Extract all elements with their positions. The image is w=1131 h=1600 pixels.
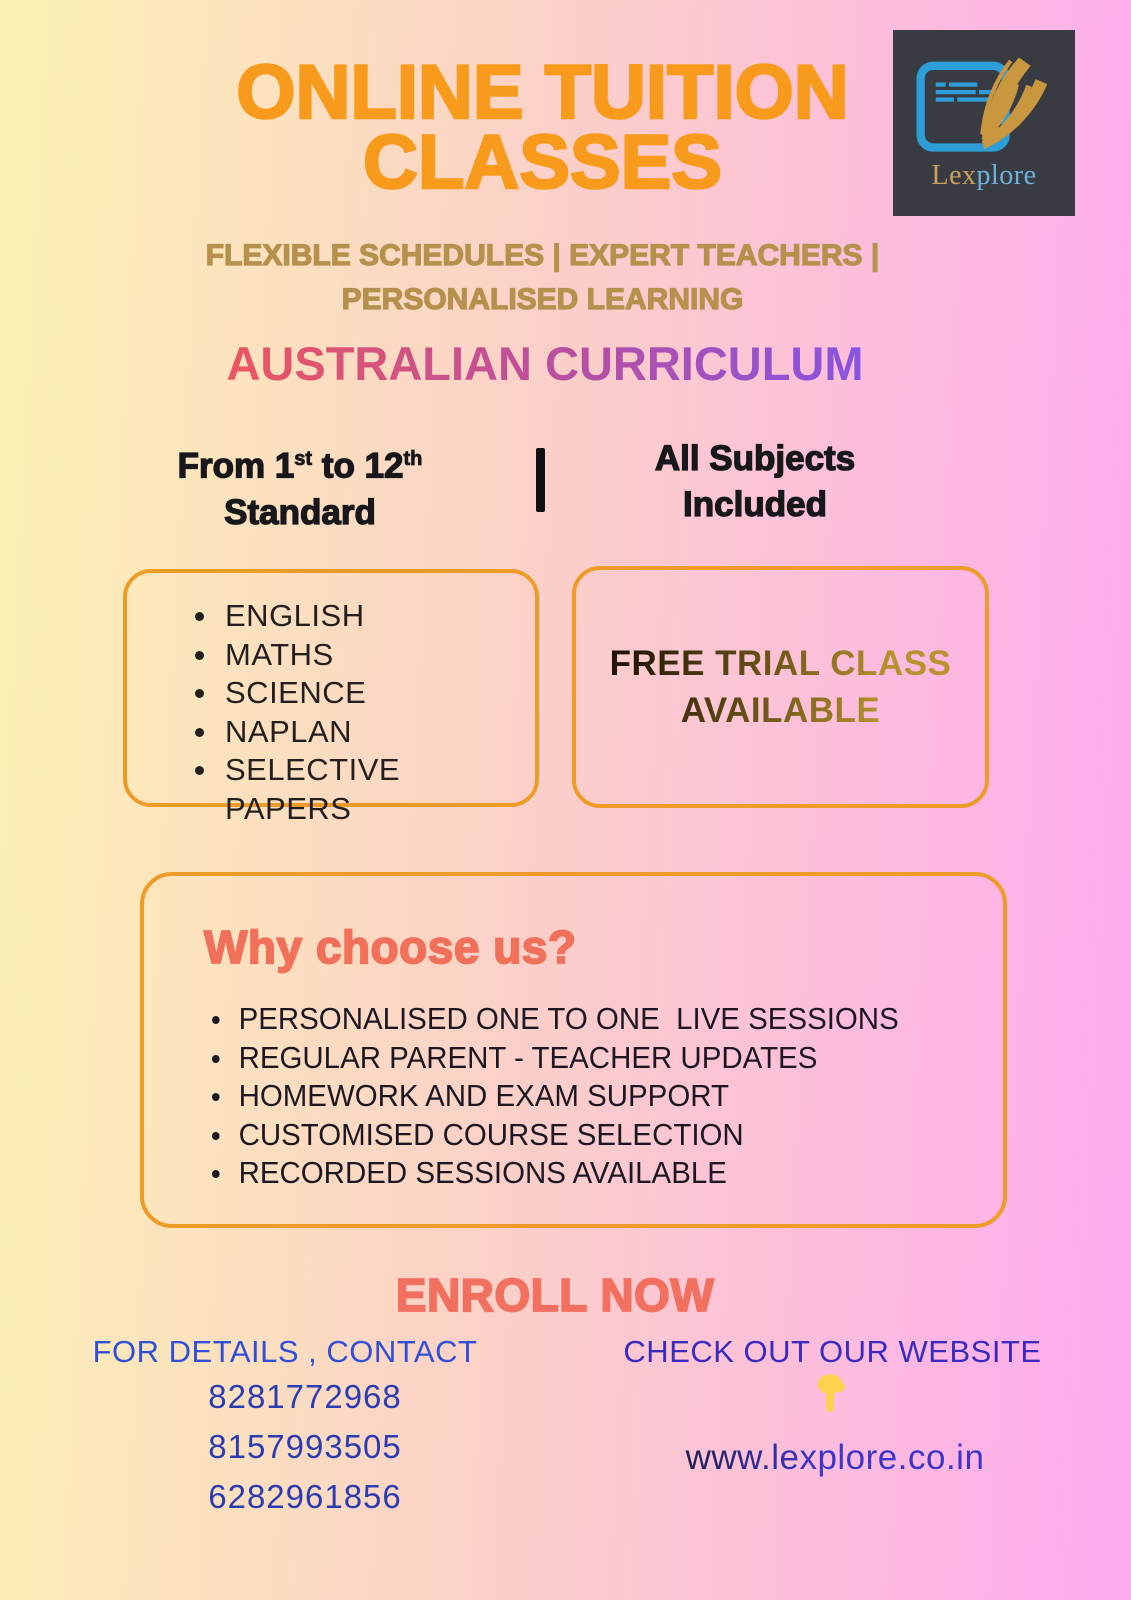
- list-item: HOMEWORK AND EXAM SUPPORT: [212, 1077, 963, 1116]
- why-choose-us-list: [212, 1000, 1003, 1193]
- phone-number: 6282961856: [208, 1478, 402, 1515]
- subtitle-line1: FLEXIBLE SCHEDULES | EXPERT TEACHERS |: [205, 239, 880, 272]
- vertical-divider: [536, 448, 545, 512]
- title-line2: CLASSES: [363, 120, 722, 205]
- subtitle-line2: PERSONALISED LEARNING: [341, 283, 744, 316]
- subjects-list: [193, 597, 535, 828]
- book-tablet-icon: [909, 44, 1059, 166]
- list-item: ENGLISH: [193, 597, 535, 636]
- grade-range-line2: Standard: [224, 492, 376, 532]
- logo-word-part2: plore: [976, 160, 1037, 191]
- grade-range-sup1: st: [294, 448, 313, 470]
- lexplore-logo: [893, 30, 1075, 216]
- free-trial-line1: FREE TRIAL CLASS: [609, 644, 952, 683]
- curriculum-heading: AUSTRALIAN CURRICULUM: [0, 336, 1090, 391]
- free-trial-text: [610, 640, 952, 734]
- subjects-included-line2: Included: [683, 485, 827, 524]
- list-item: REGULAR PARENT - TEACHER UPDATES: [212, 1039, 963, 1078]
- subjects-box: [123, 569, 539, 826]
- grade-range: [110, 436, 490, 536]
- phone-number: 8281772968: [208, 1378, 402, 1415]
- grade-range-text2: to 12: [312, 446, 404, 486]
- list-item: RECORDED SESSIONS AVAILABLE: [212, 1154, 963, 1193]
- list-item: SCIENCE: [193, 674, 535, 713]
- phone-numbers: [130, 1372, 480, 1522]
- enroll-now-heading: ENROLL NOW: [395, 1269, 715, 1321]
- subjects-included: [600, 436, 910, 528]
- website-label: CHECK OUT OUR WEBSITE: [623, 1334, 1042, 1369]
- why-choose-us-box: [140, 872, 1007, 1228]
- free-trial-box: [572, 566, 989, 808]
- subtitle: [170, 234, 915, 322]
- why-choose-us-heading: Why choose us?: [204, 921, 577, 973]
- grade-range-text1: From 1: [177, 446, 295, 486]
- title-line1: ONLINE TUITION: [236, 50, 849, 135]
- logo-wordmark: [931, 160, 1036, 192]
- list-item: NAPLAN: [193, 713, 535, 752]
- pointing-down-hand-icon: [800, 1372, 860, 1423]
- list-item: MATHS: [193, 636, 535, 675]
- subjects-included-line1: All Subjects: [654, 439, 856, 478]
- free-trial-line2: AVAILABLE: [680, 691, 881, 730]
- contact-label: FOR DETAILS , CONTACT: [92, 1334, 478, 1369]
- list-item: CUSTOMISED COURSE SELECTION: [212, 1116, 963, 1155]
- website-url[interactable]: www.lexplore.co.in: [615, 1438, 1055, 1478]
- grade-range-sup2: th: [403, 448, 423, 470]
- list-item: SELECTIVE PAPERS: [193, 751, 535, 828]
- phone-number: 8157993505: [208, 1428, 402, 1465]
- logo-word-part1: Lex: [931, 160, 977, 191]
- list-item: PERSONALISED ONE TO ONE LIVE SESSIONS: [212, 1000, 963, 1039]
